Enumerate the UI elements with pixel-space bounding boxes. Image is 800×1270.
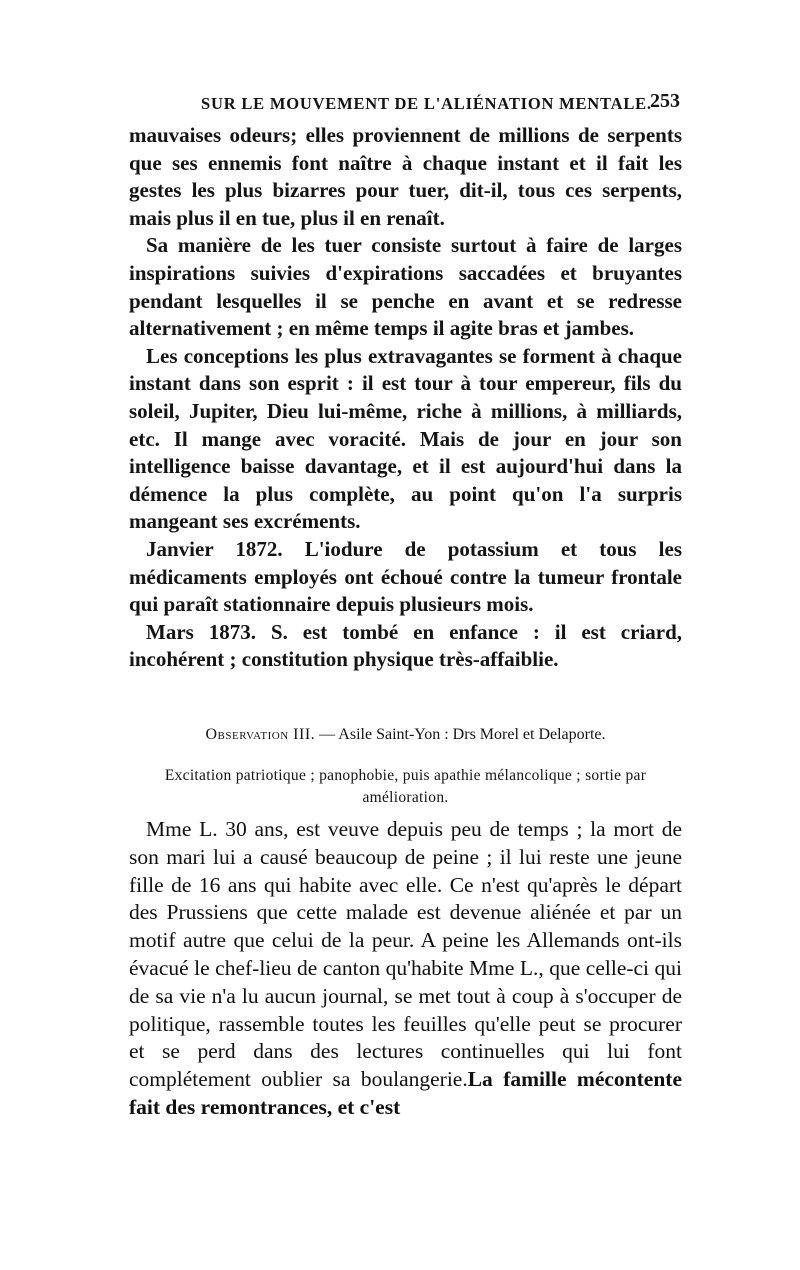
running-title: SUR LE MOUVEMENT DE L'ALIÉNATION MENTALE.	[201, 94, 652, 113]
running-header	[129, 90, 684, 120]
observation-label: Observation III.	[205, 726, 316, 743]
paragraph: Janvier 1872. L'iodure de potassium et tous les médicaments employés ont échoué contre la tumeur frontale qui paraît stationnaire depuis plusieurs mois.	[129, 536, 682, 617]
paragraph	[129, 816, 682, 1122]
paragraph: Sa manière de les tuer consiste surtout à faire de larges inspirations suivies d'expirations saccadées et bruyantes pendant lesquelles il se penche en avant et se redresse alternativement ; en même temps il agite bras et jambes.	[129, 233, 682, 341]
observation-subtitle: Excitation patriotique ; panophobie, puis apathie mélancolique ; sortie par amélioration.	[164, 767, 647, 806]
paragraph: Mars 1873. S. est tombé en enfance : il est criard, incohérent ; constitution physique très-affaiblie.	[129, 619, 682, 672]
paragraph: mauvaises odeurs; elles proviennent de millions de serpents que ses ennemis font naître à chaque instant et il fait les gestes les plus bizarres pour tuer, dit-il, tous ces serpents, mais plus il en tue, plus il en renaît.	[129, 123, 682, 230]
case-text-continued	[129, 122, 682, 674]
page-number: 253	[650, 90, 680, 112]
observation-heading	[129, 724, 682, 746]
paragraph: Les conceptions les plus extravagantes se forment à chaque instant dans son esprit : il est tour à tour empereur, fils du soleil, Jupiter, Dieu lui-même, riche à millions, à milliards, etc. Il mange avec voracité. Mais de jour en jour son intelligence baisse davantage, et il est aujourd'hui dans la démence la plus complète, au point qu'on l'a surpris mangeant ses excréments.	[129, 343, 682, 534]
paragraph-continuation: La famille mécontente fait des remontrances, et c'est	[129, 1067, 682, 1119]
paragraph-body: Mme L. 30 ans, est veuve depuis peu de temps ; la mort de son mari lui a causé beaucoup de peine ; il lui reste une jeune fille de 16 ans qui habite avec elle. Ce n'est qu'après le départ des Prussiens que cette malade est devenue aliénée et par un motif autre que celui de la peur. A peine les Allemands ont-ils évacué le chef-lieu de canton qu'habite Mme L., que celle-ci qui de sa vie n'a lu aucun journal, se met tout à coup à s'occuper de politique, rassemble toutes les feuilles qu'elle peut se procurer et se perd dans des lectures continuelles qui lui font complétement oublier sa boulangerie.	[129, 817, 682, 1092]
observation-heading-rest: — Asile Saint-Yon : Drs Morel et Delaporte.	[315, 726, 606, 743]
observation-text	[129, 816, 682, 1122]
